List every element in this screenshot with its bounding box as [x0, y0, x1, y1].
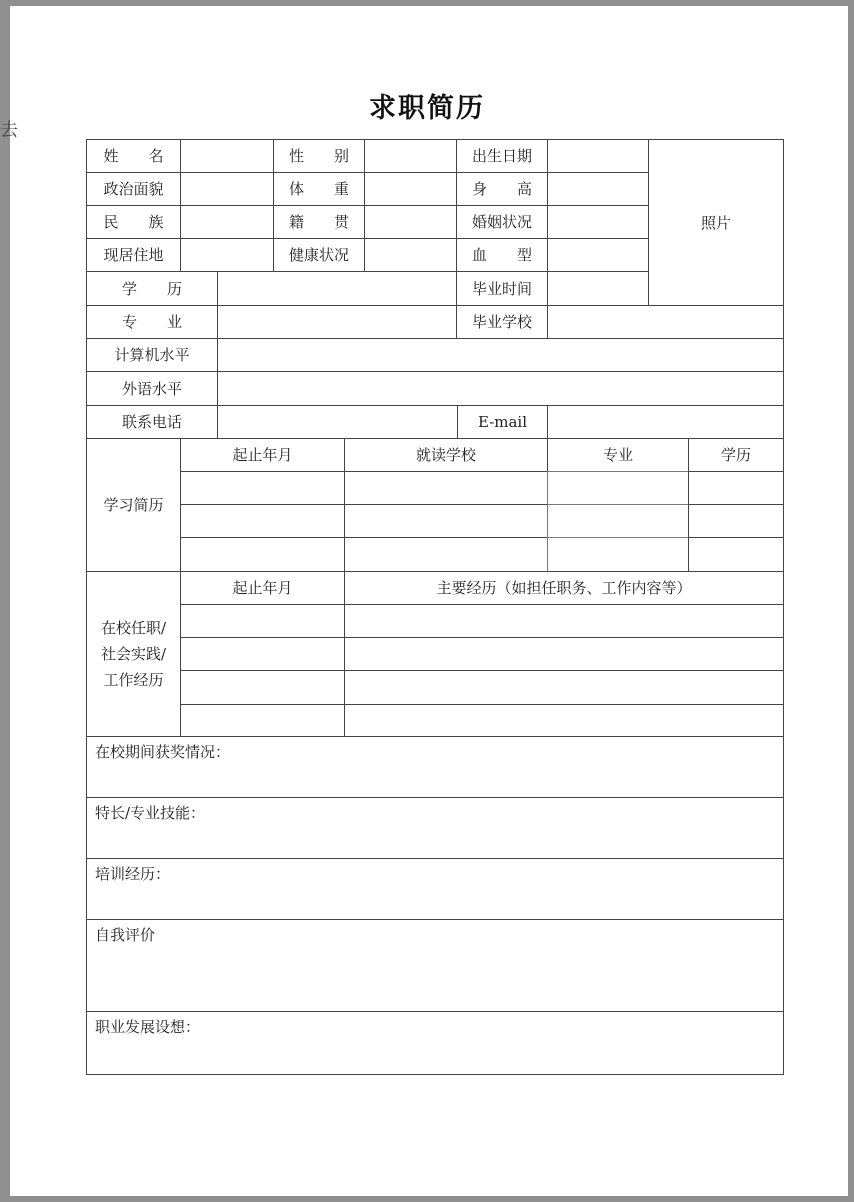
- field-weight[interactable]: [364, 172, 457, 206]
- section-self-evaluation[interactable]: 自我评价: [86, 919, 784, 1012]
- field-ethnicity[interactable]: [180, 205, 274, 239]
- field-name[interactable]: [180, 139, 274, 173]
- field-email[interactable]: [547, 405, 784, 439]
- section-career-plan[interactable]: 职业发展设想：: [86, 1011, 784, 1075]
- label-blood: 血 型: [456, 238, 548, 272]
- label-grad-time: 毕业时间: [456, 271, 548, 306]
- label-education: 学 历: [86, 271, 218, 306]
- label-weight: 体 重: [273, 172, 365, 206]
- field-education[interactable]: [217, 271, 457, 306]
- work-cell[interactable]: [180, 670, 345, 705]
- label-marital: 婚姻状况: [456, 205, 548, 239]
- label-major: 专 业: [86, 305, 218, 339]
- work-header-period: 起止年月: [180, 571, 345, 605]
- resume-form: [87, 140, 784, 1076]
- work-header-experience: 主要经历（如担任职务、工作内容等）: [344, 571, 784, 605]
- study-cell[interactable]: [688, 537, 784, 572]
- label-gender: 性 别: [273, 139, 365, 173]
- section-training[interactable]: 培训经历：: [86, 858, 784, 920]
- field-address[interactable]: [180, 238, 274, 272]
- study-cell[interactable]: [688, 504, 784, 538]
- label-birth: 出生日期: [456, 139, 548, 173]
- work-cell[interactable]: [344, 604, 784, 638]
- label-politics: 政治面貌: [86, 172, 181, 206]
- work-cell[interactable]: [180, 704, 345, 737]
- label-work-history: 在校任职/ 社会实践/ 工作经历: [86, 571, 181, 737]
- study-cell[interactable]: [547, 471, 689, 505]
- study-cell[interactable]: [180, 504, 345, 538]
- study-cell[interactable]: [688, 471, 784, 505]
- work-cell[interactable]: [180, 604, 345, 638]
- label-study-history: 学习简历: [86, 438, 181, 572]
- label-grad-school: 毕业学校: [456, 305, 548, 339]
- field-language[interactable]: [217, 371, 784, 406]
- study-cell[interactable]: [180, 471, 345, 505]
- study-cell[interactable]: [344, 471, 548, 505]
- study-header-degree: 学历: [688, 438, 784, 472]
- stray-glyph: 去: [0, 120, 18, 141]
- field-grad-time[interactable]: [547, 271, 649, 306]
- label-computer: 计算机水平: [86, 338, 218, 372]
- label-name: 姓 名: [86, 139, 181, 173]
- label-address: 现居住地: [86, 238, 181, 272]
- work-cell[interactable]: [344, 670, 784, 705]
- field-marital[interactable]: [547, 205, 649, 239]
- study-cell[interactable]: [547, 537, 689, 572]
- field-blood[interactable]: [547, 238, 649, 272]
- field-computer[interactable]: [217, 338, 784, 372]
- field-politics[interactable]: [180, 172, 274, 206]
- field-grad-school[interactable]: [547, 305, 784, 339]
- work-cell[interactable]: [180, 637, 345, 671]
- work-cell[interactable]: [344, 704, 784, 737]
- field-health[interactable]: [364, 238, 457, 272]
- field-major[interactable]: [217, 305, 457, 339]
- study-cell[interactable]: [180, 537, 345, 572]
- field-birth[interactable]: [547, 139, 649, 173]
- field-gender[interactable]: [364, 139, 457, 173]
- label-health: 健康状况: [273, 238, 365, 272]
- label-height: 身 高: [456, 172, 548, 206]
- section-awards[interactable]: 在校期间获奖情况：: [86, 736, 784, 798]
- study-header-school: 就读学校: [344, 438, 548, 472]
- label-language: 外语水平: [86, 371, 218, 406]
- resume-title: 求职简历: [369, 93, 485, 124]
- field-height[interactable]: [547, 172, 649, 206]
- label-ethnicity: 民 族: [86, 205, 181, 239]
- label-native: 籍 贯: [273, 205, 365, 239]
- study-header-period: 起止年月: [180, 438, 345, 472]
- photo-box[interactable]: 照片: [648, 139, 784, 306]
- label-phone: 联系电话: [86, 405, 218, 439]
- study-cell[interactable]: [344, 537, 548, 572]
- study-cell[interactable]: [344, 504, 548, 538]
- study-cell[interactable]: [547, 504, 689, 538]
- field-native[interactable]: [364, 205, 457, 239]
- study-header-major: 专业: [547, 438, 689, 472]
- work-cell[interactable]: [344, 637, 784, 671]
- label-email: E-mail: [457, 405, 548, 439]
- field-phone[interactable]: [217, 405, 458, 439]
- section-skills[interactable]: 特长/专业技能：: [86, 797, 784, 859]
